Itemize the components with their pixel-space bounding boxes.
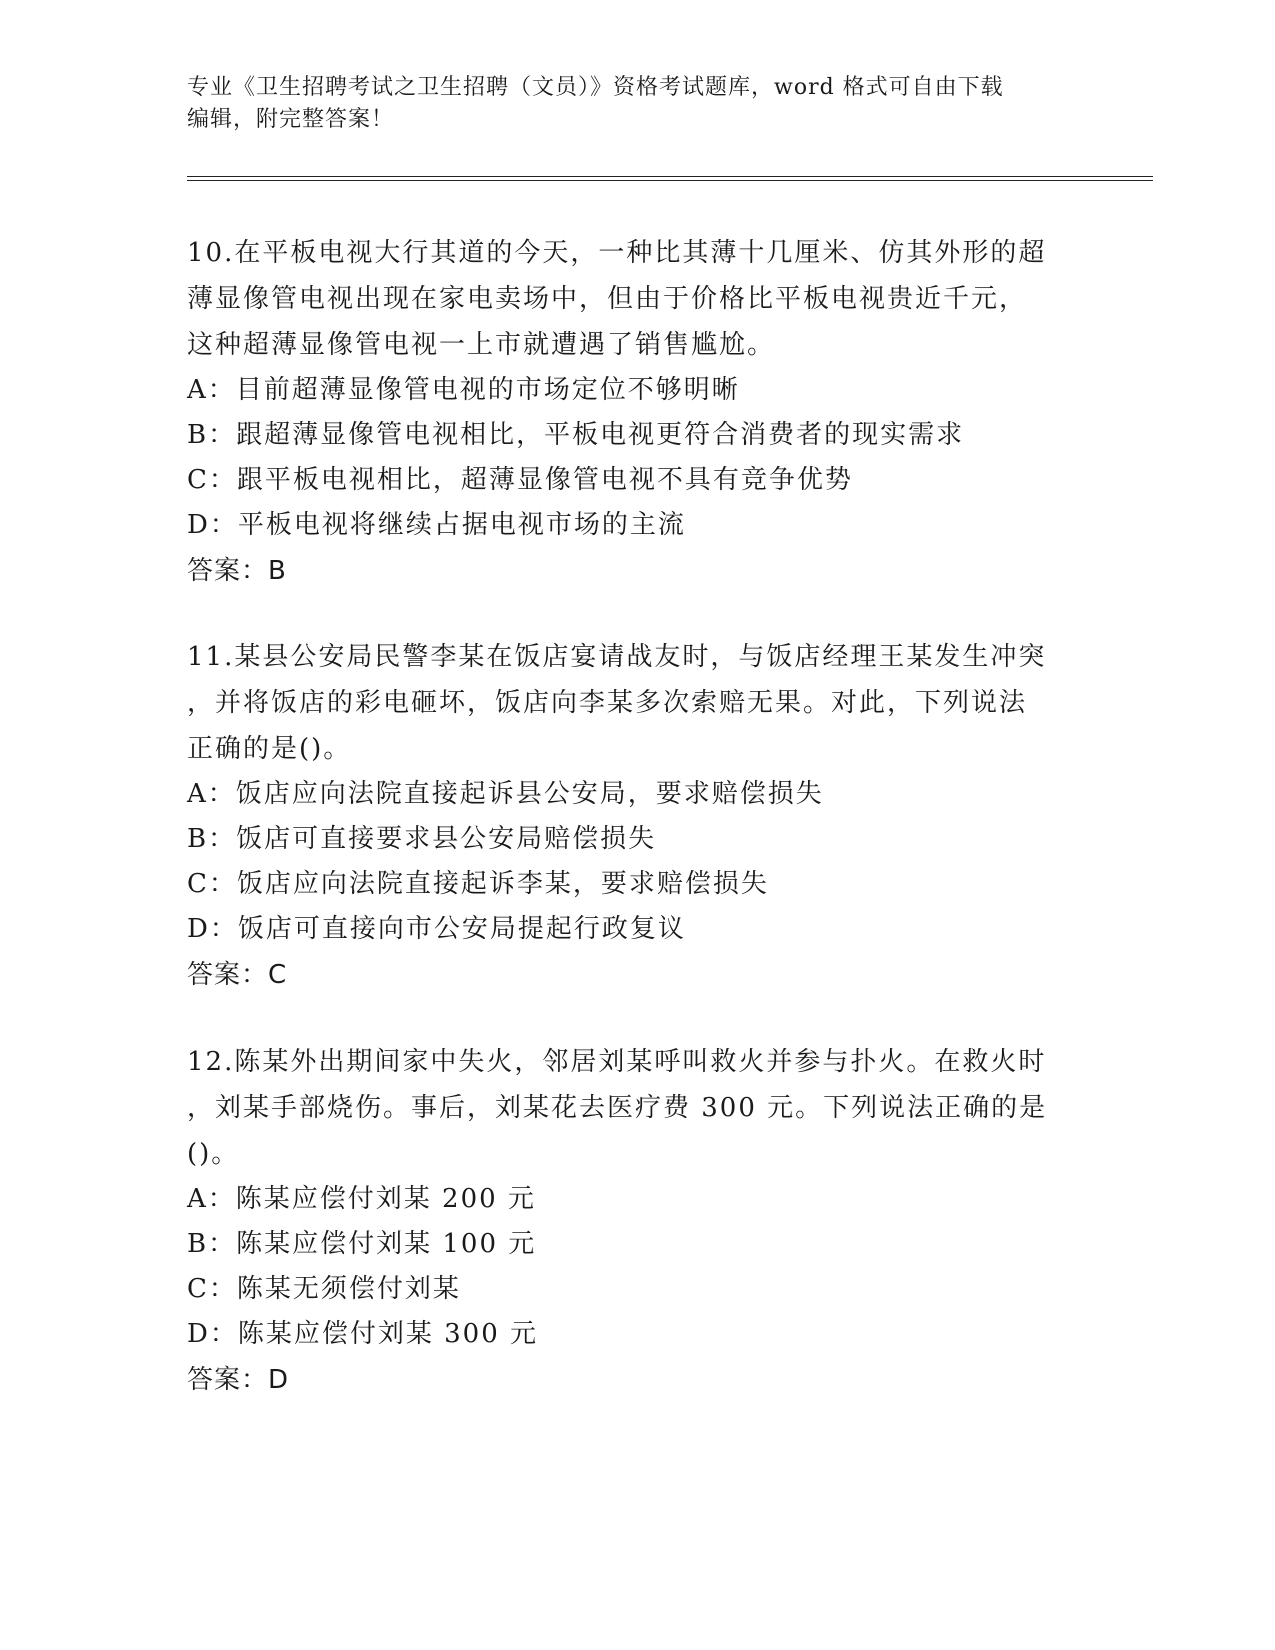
option-c: C：陈某无须偿付刘某 — [187, 1274, 461, 1304]
question-stem — [187, 1039, 1087, 1177]
option-b: B：陈某应偿付刘某 100 元 — [187, 1229, 537, 1259]
header-line-1: 专业《卫生招聘考试之卫生招聘（文员）》资格考试题库，word 格式可自由下载 — [187, 75, 1004, 100]
header-divider-top — [187, 176, 1153, 177]
question-12 — [187, 1039, 1087, 1403]
option-c: C：跟平板电视相比，超薄显像管电视不具有竞争优势 — [187, 465, 853, 495]
answer: 答案：D — [187, 1365, 290, 1395]
option-b: B：跟超薄显像管电视相比，平板电视更符合消费者的现实需求 — [187, 420, 965, 450]
stem-line: ，并将饭店的彩电砸坏，饭店向李某多次索赔无果。对此，下列说法 — [187, 688, 1028, 718]
option-a: A：饭店应向法院直接起诉县公安局，要求赔偿损失 — [187, 779, 824, 809]
answer: 答案：B — [187, 556, 287, 586]
document-header — [187, 72, 1087, 136]
option-d: D：平板电视将继续占据电视市场的主流 — [187, 510, 686, 540]
stem-line: 11.某县公安局民警李某在饭店宴请战友时，与饭店经理王某发生冲突 — [187, 642, 1047, 672]
stem-line: 这种超薄显像管电视一上市就遭遇了销售尴尬。 — [187, 330, 776, 360]
option-d: D：饭店可直接向市公安局提起行政复议 — [187, 914, 686, 944]
option-a: A：陈某应偿付刘某 200 元 — [187, 1184, 536, 1214]
option-a: A：目前超薄显像管电视的市场定位不够明晰 — [187, 375, 740, 405]
stem-line: 正确的是()。 — [187, 734, 352, 764]
header-divider-bottom — [187, 180, 1153, 181]
header-line-2: 编辑，附完整答案！ — [187, 107, 395, 132]
question-11 — [187, 634, 1087, 998]
option-b: B：饭店可直接要求县公安局赔偿损失 — [187, 824, 657, 854]
option-c: C：饭店应向法院直接起诉李某，要求赔偿损失 — [187, 869, 769, 899]
answer: 答案：C — [187, 960, 288, 990]
question-stem — [187, 230, 1087, 368]
stem-line: ，刘某手部烧伤。事后，刘某花去医疗费 300 元。下列说法正确的是 — [187, 1093, 1048, 1123]
stem-line: 薄显像管电视出现在家电卖场中，但由于价格比平板电视贵近千元， — [187, 284, 1028, 314]
question-10 — [187, 230, 1087, 594]
question-stem — [187, 634, 1087, 772]
stem-line: 10.在平板电视大行其道的今天，一种比其薄十几厘米、仿其外形的超 — [187, 238, 1047, 268]
stem-line: ()。 — [187, 1139, 240, 1169]
option-d: D：陈某应偿付刘某 300 元 — [187, 1319, 539, 1349]
stem-line: 12.陈某外出期间家中失火，邻居刘某呼叫救火并参与扑火。在救火时 — [187, 1047, 1047, 1077]
